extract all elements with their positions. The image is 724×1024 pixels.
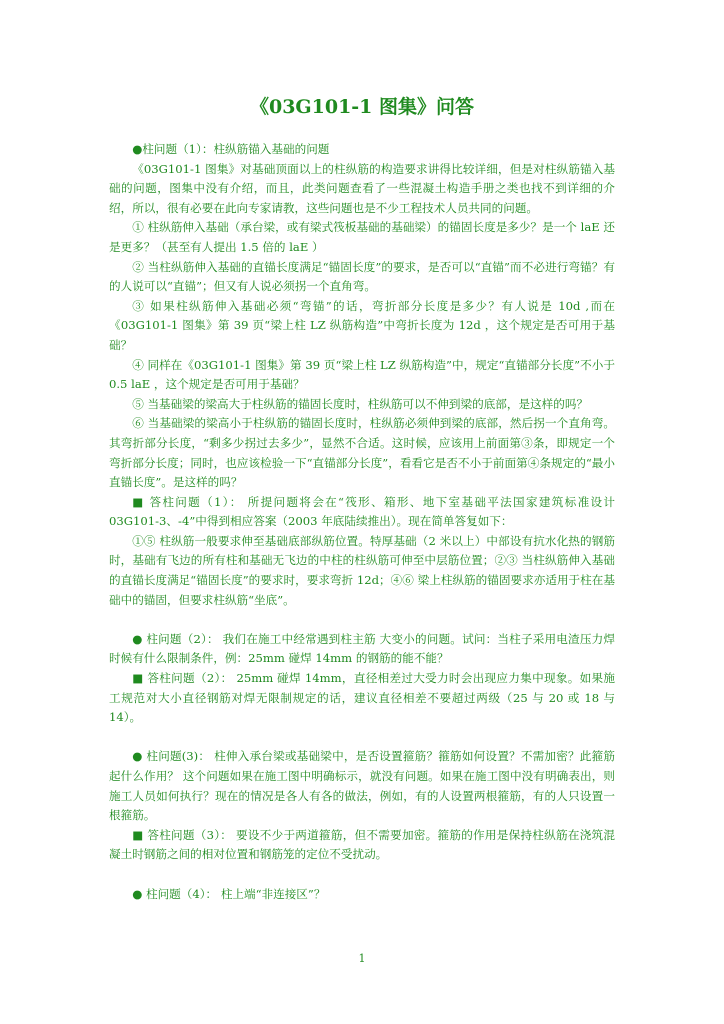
paragraph-q1-item3: ③ 如果柱纵筋伸入基础必须“弯锚”的话，弯折部分长度是多少？有人说是 10d ,而在《03G101-1 图集》第 39 页“梁上柱 LZ 纵筋构造”中弯折长度为 12d ，这个规定是否可用于基础？ (109, 298, 615, 352)
paragraph-q3: ● 柱问题(3)： 柱伸入承台梁或基础梁中，是否设置箍筋？箍筋如何设置？不需加密？此箍筋起什么作用？ 这个问题如果在施工图中明确标示，就没有问题。如果在施工图中没有明确表出，则施工人员如何执行？现在的情况是各人有各的做法，例如，有的人设置两根箍筋，有的人只设置一根箍筋。 (109, 749, 615, 823)
paragraph-q2: ● 柱问题（2）： 我们在施工中经常遇到柱主筋 大变小的问题。试问：当柱子采用电渣压力焊时候有什么限制条件，例：25mm 碰焊 14mm 的钢筋的能不能？ (109, 631, 615, 666)
paragraph-q1-item2: ② 当柱纵筋伸入基础的直锚长度满足“锚固长度”的要求，是否可以“直锚”而不必进行弯锚？有的人说可以“直锚”；但又有人说必须拐一个直角弯。 (109, 259, 615, 294)
paragraph-a1-body: ①⑤ 柱纵筋一般要求伸至基础底部纵筋位置。特厚基础（2 米以上）中部设有抗水化热的钢筋时，基础有飞边的所有柱和基础无飞边的中柱的柱纵筋可伸至中层筋位置；②③ 当柱纵筋伸入基础的直锚长度满足“锚固长度”的要求时，要求弯折 12d；④⑥ 梁上柱纵筋的锚固要求亦适用于柱在基础中的锚固，但要求柱纵筋“坐底”。 (109, 533, 615, 607)
paragraph-q1-item4: ④ 同样在《03G101-1 图集》第 39 页“梁上柱 LZ 纵筋构造”中，规定“直锚部分长度”不小于 0.5 laE ，这个规定是否可用于基础？ (109, 357, 615, 392)
paragraph-a3: ■ 答柱问题（3）： 要设不少于两道箍筋，但不需要加密。箍筋的作用是保持柱纵筋在浇筑混凝土时钢筋之间的相对位置和钢筋笼的定位不受扰动。 (109, 827, 615, 862)
paragraph-q1-item1: ① 柱纵筋伸入基础（承台梁，或有梁式筏板基础的基础梁）的锚固长度是多少？是一个 laE 还是更多？（甚至有人提出 1.5 倍的 laE ） (109, 220, 615, 254)
paragraph-q1-item6: ⑥ 当基础梁的梁高小于柱纵筋的锚固长度时，柱纵筋必须伸到梁的底部，然后拐一个直角弯。其弯折部分长度，“剩多少拐过去多少”，显然不合适。这时候，应该用上前面第③条，即规定一个弯折部分长度；同时，也应该检验一下“直锚部分长度”，看看它是否不小于前面第④条规定的“最小直锚长度”。是这样的吗？ (109, 416, 615, 490)
document-title: 《03G101-1 图集》问答 (249, 96, 475, 118)
paragraph-q1-heading: ●柱问题（1）：柱纵筋锚入基础的问题 (132, 142, 330, 156)
page-number: 1 (358, 952, 366, 965)
paragraph-a1-heading: ■ 答柱问题（1）： 所提问题将会在“筏形、箱形、地下室基础平法国家建筑标准设计 03G101-3、-4”中得到相应答案（2003 年底陆续推出）。现在简单答复如下： (109, 494, 615, 529)
paragraph-q1-item5: ⑤ 当基础梁的梁高大于柱纵筋的锚固长度时，柱纵筋可以不伸到梁的底部，是这样的吗？ (132, 396, 589, 411)
paragraph-a2: ■ 答柱问题（2）： 25mm 碰焊 14mm，直径相差过大受力时会出现应力集中现象。如果施工规范对大小直径钢筋对焊无限制规定的话，建议直径相差不要超过两级（25 与 20 或 18 与 14）。 (109, 671, 615, 725)
paragraph-q1-intro: 《03G101-1 图集》对基础顶面以上的柱纵筋的构造要求讲得比较详细，但是对柱纵筋锚入基础的问题，图集中没有介绍，而且，此类问题查看了一些混凝土构造手册之类也找不到详细的介绍，所以，很有必要在此向专家请教，这些问题也是不少工程技术人员共同的问题。 (109, 161, 615, 215)
document-body (109, 140, 615, 904)
paragraph-q4: ● 柱问题（4）： 柱上端“非连接区”？ (132, 886, 326, 901)
